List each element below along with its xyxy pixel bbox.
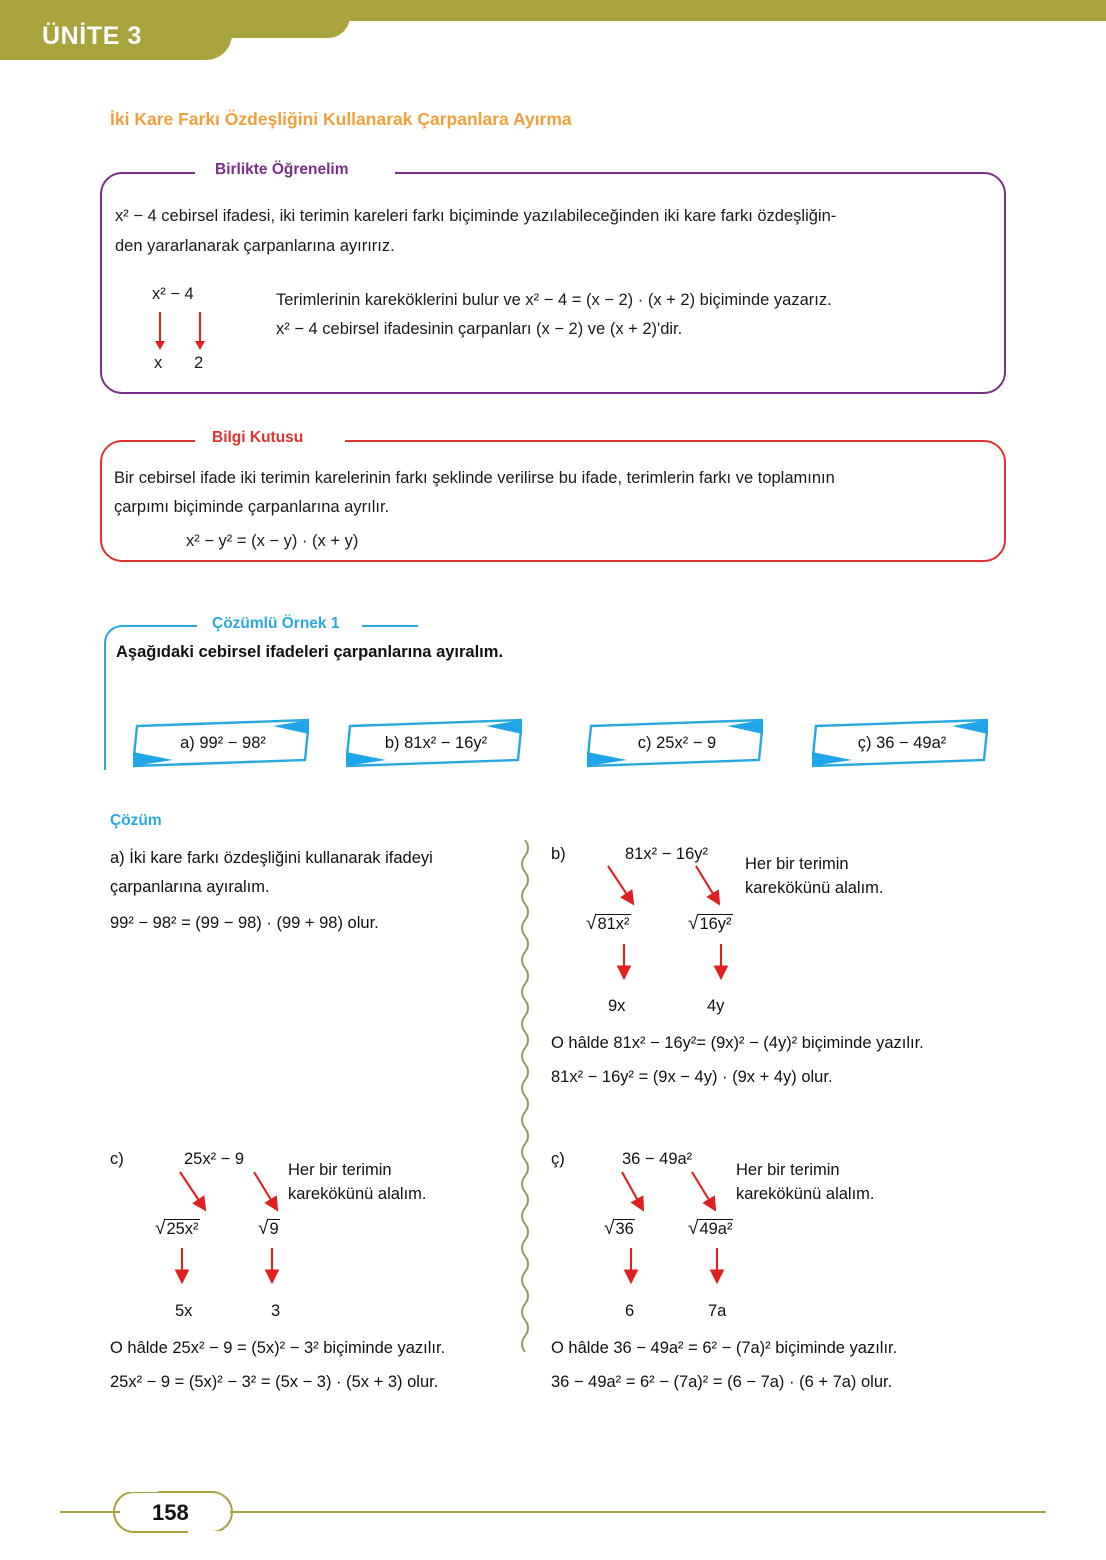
solution-cc-sqrt-left: √36 [604, 1218, 634, 1239]
solution-b-expression: 81x² − 16y² [625, 845, 708, 863]
solution-c-then: O hâlde 25x² − 9 = (5x)² − 3² biçiminde yazılır. [110, 1339, 446, 1357]
learn-box-title: Birlikte Öğrenelim [206, 161, 358, 179]
solution-cc-expression: 36 − 49a² [622, 1150, 693, 1168]
solution-b-note-line2: karekökünü alalım. [745, 879, 884, 897]
solution-label: Çözüm [110, 812, 162, 829]
learn-box-note-line1: Terimlerinin kareköklerini bulur ve x² − 4 = (x − 2) · (x + 2) biçiminde yazarız. [276, 291, 832, 309]
solution-c-arrows-down [160, 1248, 340, 1293]
learn-box-paragraph-line2: den yararlanarak çarpanlarına ayırırız. [115, 237, 395, 255]
solution-cc-note-line1: Her bir terimin [736, 1161, 840, 1179]
solution-cc-arrows-diagonal [600, 1172, 780, 1222]
arrow-down-right-icon [199, 312, 201, 342]
learn-box-note-line2: x² − 4 cebirsel ifadesinin çarpanları (x − 2) ve (x + 2)'dir. [276, 320, 683, 338]
solution-b-note-line1: Her bir terimin [745, 855, 849, 873]
solution-cc-root-left: 6 [625, 1302, 635, 1320]
solution-c-marker: c) [110, 1150, 124, 1168]
solution-cc-arrows-down [600, 1248, 780, 1293]
footer-mask-tl [113, 1486, 158, 1492]
banner-b-label: b) 81x² − 16y² [384, 733, 488, 752]
solution-c-result: 25x² − 9 = (5x)² − 3² = (5x − 3) · (5x + 3) olur. [110, 1373, 439, 1391]
solution-b-then: O hâlde 81x² − 16y²= (9x)² − (4y)² biçiminde yazılır. [551, 1034, 924, 1052]
solution-c-note-line1: Her bir terimin [288, 1161, 392, 1179]
learn-box-expression: x² − 4 [152, 285, 194, 303]
footer-rule-left [60, 1511, 120, 1513]
banner-c-label: c) 25x² − 9 [637, 733, 717, 752]
learn-box-paragraph-line1: x² − 4 cebirsel ifadesi, iki terimin kareleri farkı biçiminde yazılabileceğinden iki kare farkı özdeşliğin- [115, 207, 837, 225]
solution-b-result: 81x² − 16y² = (9x − 4y) · (9x + 4y) olur. [551, 1068, 833, 1086]
solution-c-sqrt-left: √25x² [155, 1218, 199, 1239]
solution-c-root-left: 5x [175, 1302, 193, 1320]
learn-box-root-left: x [154, 354, 163, 372]
wavy-divider [516, 840, 534, 1360]
solution-b-sqrt-right: √16y² [688, 913, 732, 934]
solution-b-sqrt-left: √81x² [586, 913, 630, 934]
solution-c-expression: 25x² − 9 [184, 1150, 245, 1168]
solution-b-sqrt-left-value: 81x² [597, 915, 630, 933]
banner-b[interactable] [346, 718, 522, 768]
footer-rule-right [230, 1511, 1046, 1513]
example-title: Çözümlü Örnek 1 [204, 615, 347, 633]
info-box-line1: Bir cebirsel ifade iki terimin karelerinin farkı şeklinde verilirse bu ifade, terimlerin farkı ve toplamının [114, 469, 835, 487]
solution-a-line1: a) İki kare farkı özdeşliğini kullanarak ifadeyi [110, 849, 433, 867]
solution-cc-then: O hâlde 36 − 49a² = 6² − (7a)² biçiminde yazılır. [551, 1339, 898, 1357]
page-title: İki Kare Farkı Özdeşliğini Kullanarak Çarpanlara Ayırma [110, 109, 572, 129]
banner-cc-label: ç) 36 − 49a² [857, 733, 947, 752]
solution-cc-marker: ç) [551, 1150, 565, 1168]
banner-c[interactable] [587, 718, 763, 768]
learn-box-root-right: 2 [194, 354, 204, 372]
solution-cc-sqrt-right: √49a² [688, 1218, 733, 1239]
solution-cc-root-right: 7a [708, 1302, 727, 1320]
example-instruction: Aşağıdaki cebirsel ifadeleri çarpanlarına ayıralım. [116, 643, 504, 661]
solution-cc-sqrt-left-value: 36 [615, 1220, 634, 1238]
banner-a-label: a) 99² − 98² [180, 733, 266, 752]
banner-cc[interactable] [812, 718, 988, 768]
solution-b-marker: b) [551, 845, 566, 863]
solution-c-note-line2: karekökünü alalım. [288, 1185, 427, 1203]
solution-c-arrows-diagonal [160, 1172, 340, 1222]
solution-a-line2: çarpanlarına ayıralım. [110, 878, 270, 896]
banner-a[interactable] [133, 718, 309, 768]
solution-a-result: 99² − 98² = (99 − 98) · (99 + 98) olur. [110, 914, 379, 932]
unit-label: ÜNİTE 3 [42, 22, 143, 50]
arrow-down-left-icon [159, 312, 161, 342]
solution-b-root-right: 4y [707, 997, 725, 1015]
solution-c-sqrt-right: √9 [258, 1218, 279, 1239]
info-box-line2: çarpımı biçiminde çarpanlarına ayrılır. [114, 498, 390, 516]
solution-cc-sqrt-right-value: 49a² [699, 1220, 733, 1238]
page-number: 158 [152, 1500, 189, 1525]
footer-mask-br [188, 1531, 233, 1538]
solution-c-sqrt-right-value: 9 [269, 1220, 279, 1238]
info-box-title: Bilgi Kutusu [203, 429, 312, 447]
solution-cc-result: 36 − 49a² = 6² − (7a)² = (6 − 7a) · (6 + 7a) olur. [551, 1373, 893, 1391]
solution-b-arrows-diagonal [600, 866, 780, 916]
solution-b-root-left: 9x [608, 997, 626, 1015]
solution-c-sqrt-left-value: 25x² [166, 1220, 199, 1238]
solution-cc-note-line2: karekökünü alalım. [736, 1185, 875, 1203]
info-box-identity: x² − y² = (x − y) · (x + y) [186, 532, 359, 550]
solution-b-sqrt-right-value: 16y² [699, 915, 732, 933]
solution-c-root-right: 3 [271, 1302, 281, 1320]
solution-b-arrows-down [600, 944, 780, 989]
